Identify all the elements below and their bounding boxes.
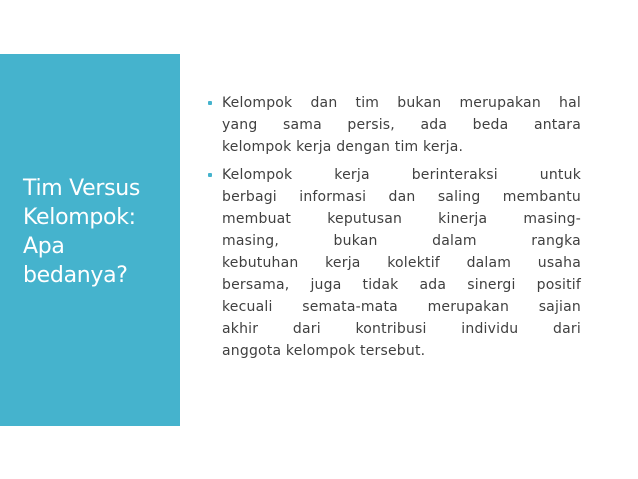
slide-title-line: Apa	[23, 234, 65, 259]
bullet-line: kelompok kerja dengan tim kerja.	[222, 139, 464, 155]
slide-title	[23, 174, 173, 290]
bullet-line: kebutuhan kerja kolektif dalam usaha	[222, 255, 581, 271]
slide-title-line: Kelompok:	[23, 205, 136, 230]
slide-title-line: Tim Versus	[23, 176, 141, 201]
bullet-line: anggota kelompok tersebut.	[222, 343, 426, 359]
bullet-line: Kelompok dan tim bukan merupakan hal	[222, 95, 581, 111]
bullet-line: kecuali semata-mata merupakan sajian	[222, 299, 581, 315]
bullet-line: bersama, juga tidak ada sinergi positif	[222, 277, 581, 293]
square-bullet-icon	[208, 173, 212, 177]
square-bullet-icon	[208, 101, 212, 105]
bullet-line: berbagi informasi dan saling membantu	[222, 189, 581, 205]
bullet-line: yang sama persis, ada beda antara	[222, 117, 581, 133]
bullet-line: membuat keputusan kinerja masing-	[222, 211, 581, 227]
bullet-item	[207, 92, 581, 158]
bullet-list	[207, 92, 581, 362]
bullet-item	[207, 164, 581, 362]
bullet-line: Kelompok kerja berinteraksi untuk	[222, 167, 581, 183]
slide-title-line: bedanya?	[23, 263, 128, 288]
slide-content	[207, 92, 581, 368]
bullet-line: akhir dari kontribusi individu dari	[222, 321, 581, 337]
bullet-line: masing, bukan dalam rangka	[222, 233, 581, 249]
